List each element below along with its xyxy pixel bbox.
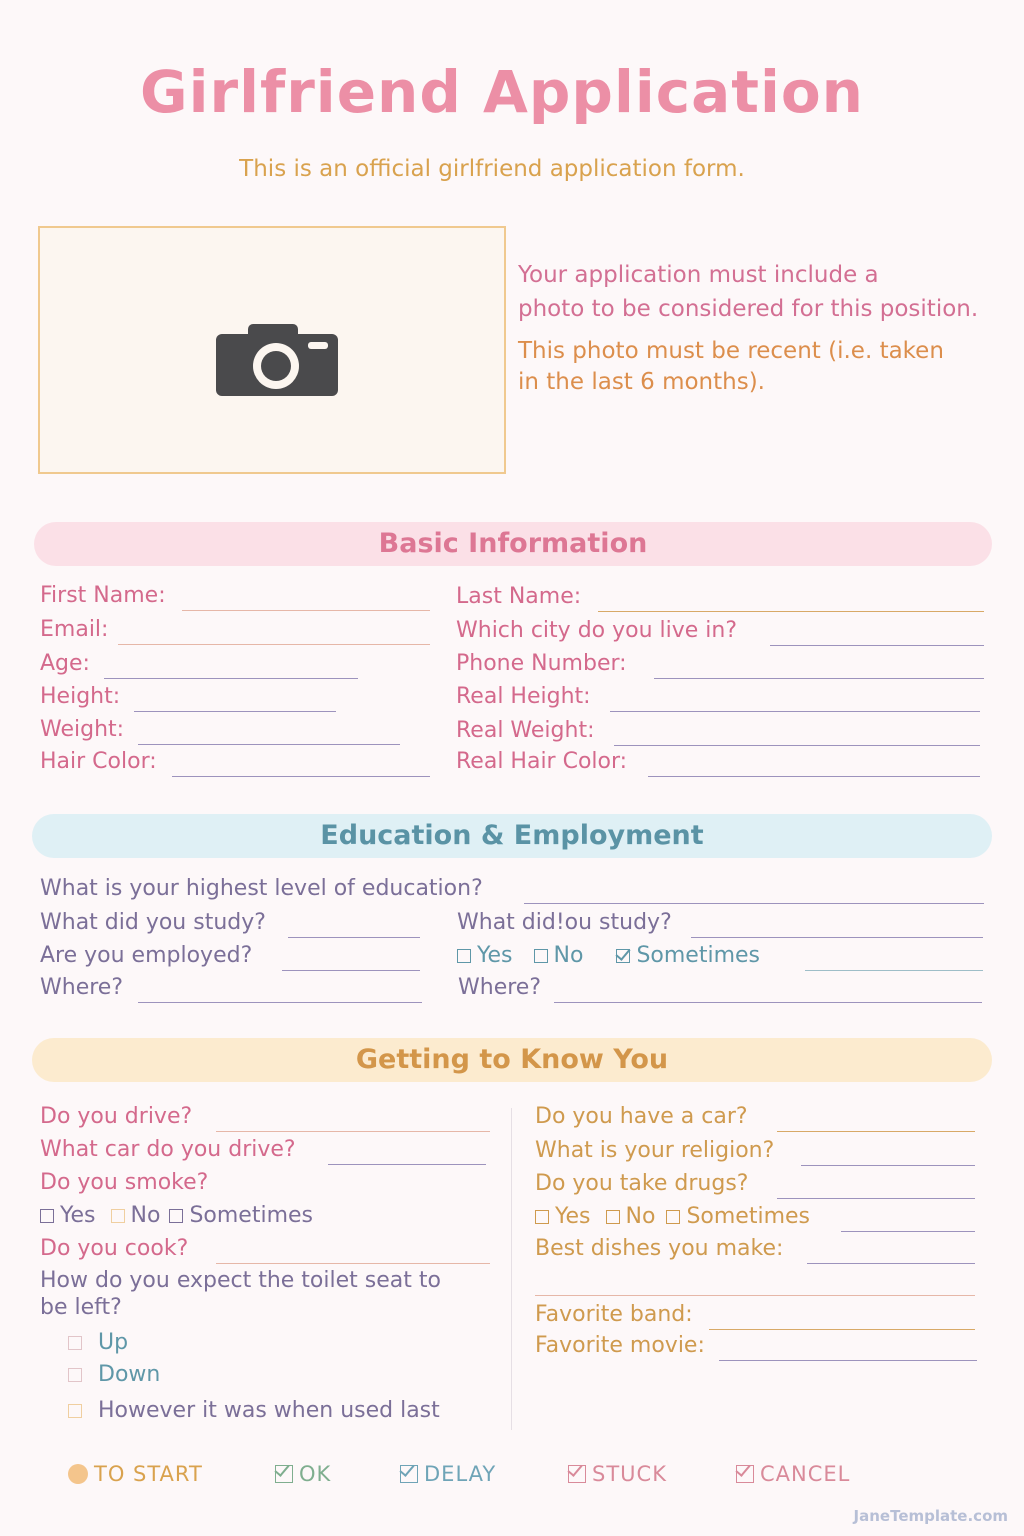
favorite-movie-field[interactable]: Favorite movie: xyxy=(535,1333,977,1363)
check-box-icon xyxy=(400,1465,418,1483)
dishes-extra-line[interactable] xyxy=(535,1295,975,1296)
study-field[interactable]: What did you study? xyxy=(40,910,420,940)
real-hair-color-field[interactable]: Real Hair Color: xyxy=(456,749,980,779)
legend-ok: OK xyxy=(275,1462,331,1486)
legend-cancel: CANCEL xyxy=(736,1462,850,1486)
where-field[interactable]: Where? xyxy=(40,975,422,1005)
drugs-yes-checkbox[interactable]: Yes xyxy=(535,1204,591,1229)
photo-recency-note: This photo must be recent (i.e. taken in the last 6 months). xyxy=(518,338,944,395)
camera-icon xyxy=(216,322,338,396)
phone-number-field[interactable]: Phone Number: xyxy=(456,651,984,681)
drugs-field[interactable]: Do you take drugs? xyxy=(535,1171,975,1201)
cook-field[interactable]: Do you cook? xyxy=(40,1236,490,1266)
smoke-sometimes-checkbox[interactable]: Sometimes xyxy=(169,1203,313,1228)
check-box-icon xyxy=(568,1465,586,1483)
drive-field[interactable]: Do you drive? xyxy=(40,1104,490,1134)
last-name-field[interactable]: Last Name: xyxy=(456,584,984,614)
employed-field[interactable]: Are you employed? xyxy=(40,943,420,973)
smoke-question: Do you smoke? xyxy=(40,1170,209,1195)
drugs-no-checkbox[interactable]: No xyxy=(606,1204,656,1229)
real-height-field[interactable]: Real Height: xyxy=(456,684,980,714)
smoke-yes-checkbox[interactable]: Yes xyxy=(40,1203,96,1228)
legend-delay: DELAY xyxy=(400,1462,496,1486)
check-box-icon xyxy=(275,1465,293,1483)
where-field-right[interactable]: Where? xyxy=(458,975,982,1005)
car-drive-field[interactable]: What car do you drive? xyxy=(40,1137,486,1167)
legend-stuck: STUCK xyxy=(568,1462,667,1486)
employed-options xyxy=(457,943,983,973)
hair-color-field[interactable]: Hair Color: xyxy=(40,749,430,779)
watermark: JaneTemplate.com xyxy=(853,1507,1008,1525)
toilet-up-option[interactable]: Up xyxy=(68,1330,128,1355)
first-name-field[interactable]: First Name: xyxy=(40,583,430,613)
age-field[interactable]: Age: xyxy=(40,651,358,681)
religion-field[interactable]: What is your religion? xyxy=(535,1138,975,1168)
orange-dot-icon xyxy=(68,1464,88,1484)
page-subtitle: This is an official girlfriend application form. xyxy=(239,156,745,182)
have-car-field[interactable]: Do you have a car? xyxy=(535,1104,975,1134)
dishes-field[interactable]: Best dishes you make: xyxy=(535,1236,975,1266)
employed-yes-checkbox[interactable]: Yes xyxy=(457,943,513,968)
employed-sometimes-checkbox[interactable]: Sometimes xyxy=(616,943,760,968)
study-field-right[interactable]: What did!ou study? xyxy=(457,910,983,940)
legend-to-start: TO START xyxy=(68,1462,203,1486)
basic-info-heading: Basic Information xyxy=(34,522,992,566)
email-field[interactable]: Email: xyxy=(40,617,430,647)
page-title: Girlfriend Application xyxy=(140,58,864,126)
toilet-however-option[interactable]: However it was when used last xyxy=(68,1398,440,1423)
photo-upload-box[interactable] xyxy=(38,226,506,474)
drugs-options xyxy=(535,1204,975,1234)
real-weight-field[interactable]: Real Weight: xyxy=(456,718,980,748)
getting-to-know-heading: Getting to Know You xyxy=(32,1038,992,1082)
weight-field[interactable]: Weight: xyxy=(40,717,400,747)
employed-no-checkbox[interactable]: No xyxy=(534,943,584,968)
column-divider xyxy=(511,1108,512,1430)
check-box-icon xyxy=(736,1465,754,1483)
smoke-options xyxy=(40,1203,490,1233)
smoke-no-checkbox[interactable]: No xyxy=(111,1203,161,1228)
toilet-down-option[interactable]: Down xyxy=(68,1362,160,1387)
drugs-sometimes-checkbox[interactable]: Sometimes xyxy=(666,1204,810,1229)
height-field[interactable]: Height: xyxy=(40,684,336,714)
education-level-field[interactable]: What is your highest level of education? xyxy=(40,876,984,906)
favorite-band-field[interactable]: Favorite band: xyxy=(535,1302,975,1332)
toilet-question: How do you expect the toilet seat to be left? xyxy=(40,1268,441,1320)
education-heading: Education & Employment xyxy=(32,814,992,858)
city-field[interactable]: Which city do you live in? xyxy=(456,618,984,648)
photo-requirement-note: Your application must include a photo to be considered for this position. xyxy=(518,262,979,322)
